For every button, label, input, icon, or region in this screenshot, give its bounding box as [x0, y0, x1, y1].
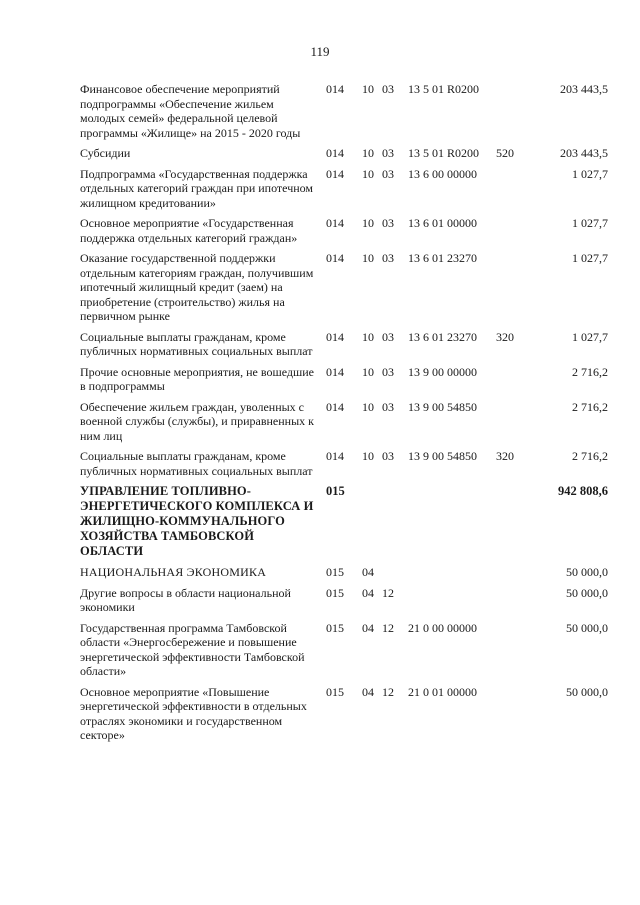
row-section-code: 10: [362, 166, 374, 181]
row-subsection-code: [382, 484, 408, 565]
row-ministry-code: 014: [326, 146, 344, 160]
row-amount: 2 716,2: [572, 364, 608, 379]
row-expense-type: [496, 621, 536, 685]
row-name: Другие вопросы в области национальной экономики: [80, 585, 291, 614]
row-expense-type: [496, 82, 536, 146]
budget-row: [80, 400, 608, 450]
budget-row: [80, 685, 608, 749]
row-name: Социальные выплаты гражданам, кроме публичных нормативных социальных выплат: [80, 449, 313, 478]
budget-table: [80, 82, 608, 749]
row-ministry-code: 014: [326, 449, 344, 463]
row-name: Оказание государственной поддержки отдельным категориям граждан, получившим ипотечный жилищный кредит (заем) на приобретение (строительство) жилья на первичном рынке: [80, 251, 314, 323]
row-expense-type: [496, 565, 536, 586]
row-ministry-code: 015: [326, 484, 345, 498]
budget-row: [80, 586, 608, 621]
row-expense-type: [496, 484, 536, 565]
page-number: 119: [310, 44, 330, 59]
row-ministry-code: 014: [326, 166, 344, 181]
row-expense-type: [496, 365, 536, 400]
row-section-code: 10: [362, 364, 374, 379]
row-subsection-code: 12: [382, 684, 394, 699]
row-section-code: 10: [362, 329, 374, 344]
row-section-code: 04: [362, 620, 374, 635]
row-subsection-code: 12: [382, 585, 394, 600]
row-target-article: 13 5 01 R0200: [408, 146, 480, 160]
row-section-code: 10: [362, 82, 374, 96]
row-section-code: 10: [362, 251, 374, 265]
row-target-article: 13 5 01 R0200: [408, 82, 480, 96]
row-target-article: 13 9 00 54850: [408, 399, 477, 414]
budget-row: [80, 621, 608, 685]
row-amount: 942 808,6: [558, 484, 608, 498]
row-name: Прочие основные мероприятия, не вошедшие в подпрограммы: [80, 364, 314, 393]
budget-row: [80, 146, 608, 167]
row-expense-type: 320: [496, 329, 514, 344]
budget-row: [80, 216, 608, 251]
row-name: Основное мероприятие «Повышение энергетической эффективности в отдельных отраслях экономики и государственном секторе»: [80, 684, 307, 742]
row-amount: 50 000,0: [566, 620, 608, 635]
budget-row: [80, 565, 608, 586]
row-name: НАЦИОНАЛЬНАЯ ЭКОНОМИКА: [80, 565, 267, 579]
row-expense-type: [496, 400, 536, 450]
row-section-code: 10: [362, 449, 374, 463]
row-target-article: 13 9 00 00000: [408, 364, 477, 379]
row-ministry-code: 014: [326, 329, 344, 344]
budget-row: [80, 167, 608, 217]
row-subsection-code: 12: [382, 620, 394, 635]
row-amount: 1 027,7: [572, 216, 608, 230]
row-section-code: 10: [362, 146, 374, 160]
row-amount: 50 000,0: [566, 585, 608, 600]
row-subsection-code: 03: [382, 449, 394, 463]
row-target-article: 13 6 01 23270: [408, 251, 477, 265]
budget-row: [80, 330, 608, 365]
budget-row: [80, 82, 608, 146]
row-ministry-code: 015: [326, 585, 344, 600]
row-target-article: [408, 586, 496, 621]
row-target-article: 13 6 01 00000: [408, 216, 477, 230]
row-section-code: 10: [362, 399, 374, 414]
row-amount: 50 000,0: [566, 565, 608, 579]
row-amount: 2 716,2: [572, 399, 608, 414]
row-subsection-code: 03: [382, 251, 394, 265]
row-target-article: 21 0 00 00000: [408, 620, 477, 635]
row-ministry-code: 015: [326, 565, 344, 579]
row-name: Субсидии: [80, 146, 131, 160]
row-ministry-code: 014: [326, 399, 344, 414]
row-target-article: 21 0 01 00000: [408, 684, 477, 699]
row-ministry-code: 014: [326, 364, 344, 379]
budget-row: [80, 449, 608, 484]
row-target-article: [408, 484, 496, 565]
row-target-article: 13 6 01 23270: [408, 329, 477, 344]
row-name: Государственная программа Тамбовской области «Энергосбережение и повышение энергетической эффективности Тамбовской области»: [80, 620, 305, 678]
row-subsection-code: 03: [382, 364, 394, 379]
row-expense-type: [496, 685, 536, 749]
row-subsection-code: 03: [382, 166, 394, 181]
row-section-code: [362, 484, 382, 565]
row-expense-type: [496, 216, 536, 251]
row-subsection-code: 03: [382, 329, 394, 344]
row-target-article: [408, 565, 496, 586]
row-name: Обеспечение жильем граждан, уволенных с военной службы (службы), и приравненных к ним лиц: [80, 399, 314, 443]
row-ministry-code: 015: [326, 684, 344, 699]
row-ministry-code: 014: [326, 216, 344, 230]
row-expense-type: 520: [496, 146, 514, 160]
row-section-code: 04: [362, 585, 374, 600]
row-ministry-code: 014: [326, 82, 344, 96]
budget-row: [80, 484, 608, 565]
row-subsection-code: 03: [382, 82, 394, 96]
row-amount: 2 716,2: [572, 449, 608, 463]
row-target-article: 13 9 00 54850: [408, 449, 477, 463]
row-name: Основное мероприятие «Государственная поддержка отдельных категорий граждан»: [80, 216, 298, 245]
row-expense-type: 320: [496, 449, 514, 463]
row-subsection-code: [382, 565, 408, 586]
row-name: Подпрограмма «Государственная поддержка отдельных категорий граждан при ипотечном жилищном кредитовании»: [80, 166, 314, 210]
row-subsection-code: 03: [382, 399, 394, 414]
row-ministry-code: 015: [326, 620, 344, 635]
row-amount: 50 000,0: [566, 684, 608, 699]
row-section-code: 04: [362, 684, 374, 699]
row-name: Социальные выплаты гражданам, кроме публичных нормативных социальных выплат: [80, 329, 313, 358]
row-name: УПРАВЛЕНИЕ ТОПЛИВНО-ЭНЕРГЕТИЧЕСКОГО КОМПЛЕКСА И ЖИЛИЩНО-КОММУНАЛЬНОГО ХОЗЯЙСТВА ТАМБОВСКОЙ ОБЛАСТИ: [80, 484, 314, 558]
row-amount: 1 027,7: [572, 329, 608, 344]
budget-rows: [80, 82, 608, 749]
row-amount: 1 027,7: [572, 166, 608, 181]
budget-row: [80, 251, 608, 330]
row-amount: 203 443,5: [560, 146, 608, 160]
row-name: Финансовое обеспечение мероприятий подпрограммы «Обеспечение жильем молодых семей» федеральной целевой программы «Жилище» на 2015 - 2020 годы: [80, 82, 301, 140]
row-section-code: 10: [362, 216, 374, 230]
row-subsection-code: 03: [382, 146, 394, 160]
budget-row: [80, 365, 608, 400]
row-target-article: 13 6 00 00000: [408, 166, 477, 181]
row-ministry-code: 014: [326, 251, 344, 265]
row-expense-type: [496, 586, 536, 621]
row-subsection-code: 03: [382, 216, 394, 230]
row-amount: 1 027,7: [572, 251, 608, 265]
row-expense-type: [496, 167, 536, 217]
row-amount: 203 443,5: [560, 82, 608, 96]
row-section-code: 04: [362, 565, 374, 579]
row-expense-type: [496, 251, 536, 330]
